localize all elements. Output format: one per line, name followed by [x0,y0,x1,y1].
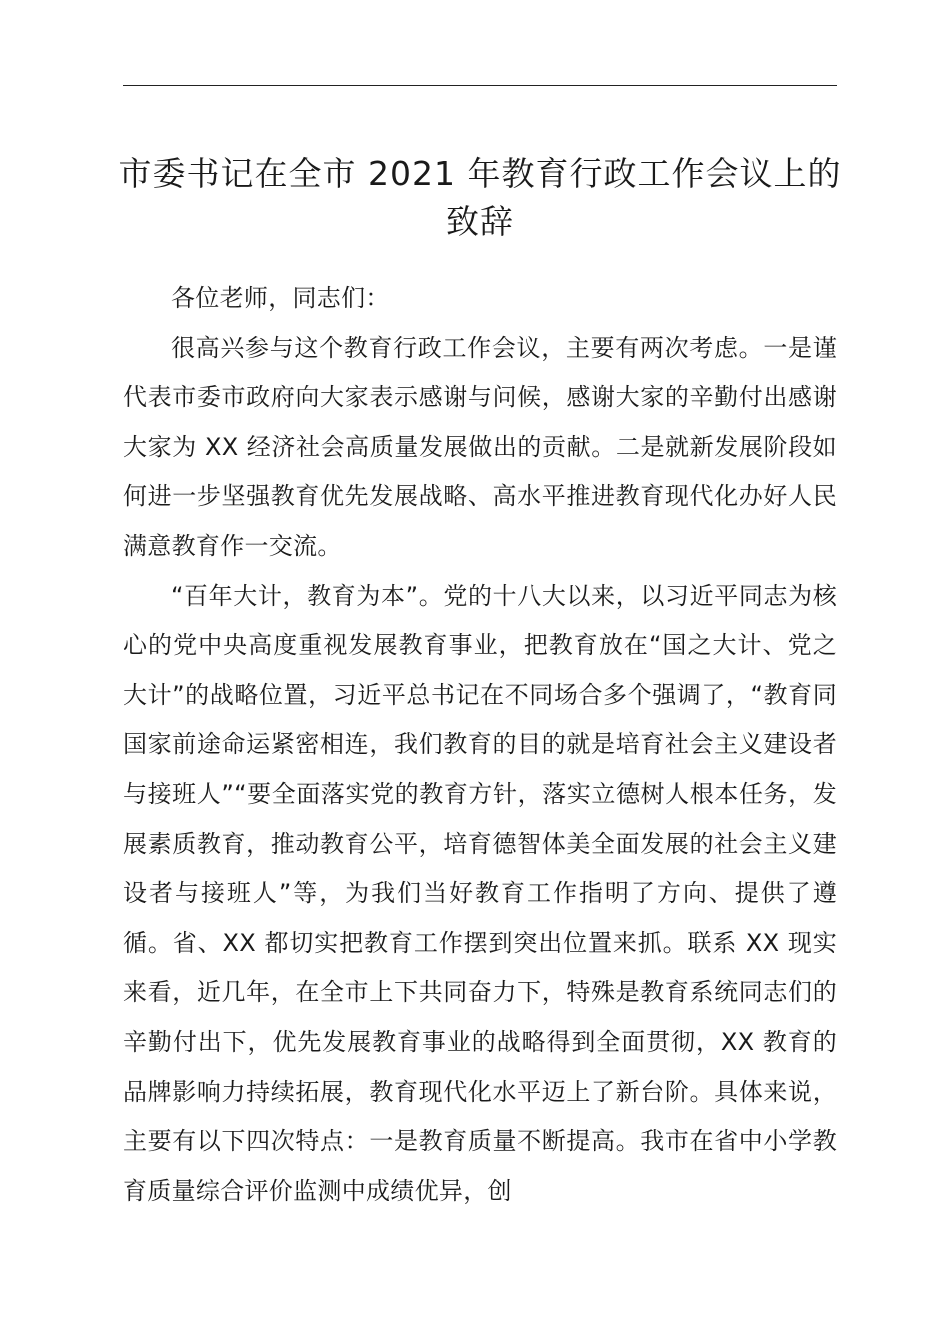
salutation: 各位老师，同志们： [171,284,390,312]
paragraph-1: 很高兴参与这个教育行政工作会议，主要有两次考虑。一是谨代表市委市政府向大家表示感谢与问候，感谢大家的辛勤付出感谢大家为 XX 经济社会高质量发展做出的贡献。二是就新发展阶段如何进一步坚强教育优先发展战略、高水平推进教育现代化办好人民满意教育作一交流。 [123,333,837,560]
document-title: 市委书记在全市 2021 年教育行政工作会议上的致辞 [118,154,842,241]
document-body [123,274,837,1216]
header-rule [123,85,837,86]
paragraph-2: “百年大计，教育为本”。党的十八大以来，以习近平同志为核心的党中央高度重视发展教育事业，把教育放在“国之大计、党之大计”的战略位置，习近平总书记在不同场合多个强调了，“教育同国家前途命运紧密相连，我们教育的目的就是培育社会主义建设者与接班人”“要全面落实党的教育方针，落实立德树人根本任务，发展素质教育，推动教育公平，培育德智体美全面发展的社会主义建设者与接班人”等，为我们当好教育工作指明了方向、提供了遵循。省、XX 都切实把教育工作摆到突出位置来抓。联系 XX 现实来看，近几年，在全市上下共同奋力下，特殊是教育系统同志们的辛勤付出下，优先发展教育事业的战略得到全面贯彻，XX 教育的品牌影响力持续拓展，教育现代化水平迈上了新台阶。具体来说，主要有以下四次特点：一是教育质量不断提高。我市在省中小学教育质量综合评价监测中成绩优异，创 [123,581,837,1205]
